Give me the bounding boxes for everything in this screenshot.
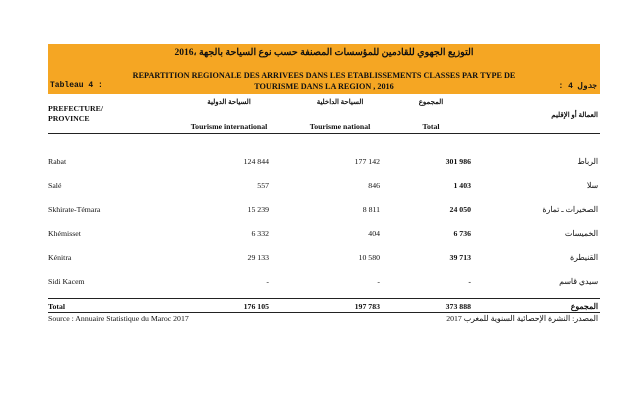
row-label-ar: الخميسات xyxy=(564,229,598,238)
row-label-ar: سلا xyxy=(586,181,598,190)
total-divider-bottom xyxy=(48,312,600,313)
header-prefecture-ar: العمالة أو الإقليم xyxy=(551,111,598,119)
header-divider xyxy=(48,133,600,134)
header-total-ar: المجموع xyxy=(418,98,444,106)
title-french-line2: TOURISME DANS LA REGION , 2016 xyxy=(254,82,394,91)
header-international-fr: Tourisme international xyxy=(190,122,268,131)
tableau-number-fr: Tableau 4 : xyxy=(50,81,103,90)
cell-international: 6 332 xyxy=(251,229,269,238)
cell-total: 1 403 xyxy=(453,181,471,190)
cell-national: 846 xyxy=(368,181,380,190)
cell-total: 301 986 xyxy=(445,157,471,166)
cell-total: 6 736 xyxy=(453,229,471,238)
header-national-fr: Tourisme national xyxy=(309,122,371,131)
source-ar: المصدر: النشرة الإحصائية السنوية للمغرب 2017 xyxy=(446,314,598,323)
row-label-fr: Salé xyxy=(48,181,62,190)
header-prefecture-fr-2: PROVINCE xyxy=(48,114,90,123)
cell-international: 29 133 xyxy=(247,253,269,262)
title-french-line1: REPARTITION REGIONALE DES ARRIVEES DANS LES ETABLISSEMENTS CLASSES PAR TYPE DE xyxy=(132,71,516,80)
row-label-fr: Skhirate-Témara xyxy=(48,205,101,214)
source-fr: Source : Annuaire Statistique du Maroc 2017 xyxy=(48,314,189,323)
row-label-ar: القنيطرة xyxy=(570,253,598,262)
total-divider-top xyxy=(48,298,600,299)
cell-total: 24 050 xyxy=(449,205,471,214)
total-international: 176 105 xyxy=(243,302,269,311)
cell-national: 10 580 xyxy=(358,253,380,262)
row-label-fr: Rabat xyxy=(48,157,67,166)
cell-total: 39 713 xyxy=(449,253,471,262)
cell-national: 8 811 xyxy=(362,205,380,214)
row-label-ar: سيدي قاسم xyxy=(559,277,598,286)
tableau-number-ar: جدول 4 : xyxy=(558,82,597,91)
total-label-ar: المجموع xyxy=(570,302,598,311)
cell-international: 124 844 xyxy=(243,157,269,166)
cell-national: 177 142 xyxy=(354,157,380,166)
cell-international: 15 239 xyxy=(247,205,269,214)
row-label-fr: Sidi Kacem xyxy=(48,277,85,286)
cell-national: 404 xyxy=(368,229,380,238)
row-label-fr: Khémisset xyxy=(48,229,81,238)
title-banner xyxy=(48,44,600,94)
total-total: 373 888 xyxy=(445,302,471,311)
cell-international: 557 xyxy=(257,181,269,190)
header-prefecture-fr-1: PREFECTURE/ xyxy=(48,104,104,113)
cell-national: - xyxy=(377,277,380,286)
header-international-ar: السياحة الدولية xyxy=(207,98,251,106)
cell-international: - xyxy=(266,277,269,286)
row-label-fr: Kénitra xyxy=(48,253,72,262)
title-arabic: التوزيع الجهوي للقادمين للمؤسسات المصنفة حسب نوع السياحة بالجهة ،2016 xyxy=(174,48,474,58)
row-label-ar: الصخيرات ـ تمارة xyxy=(542,205,598,214)
header-national-ar: السياحة الداخلية xyxy=(316,98,364,106)
header-total-fr: Total xyxy=(422,122,440,131)
cell-total: - xyxy=(468,277,471,286)
total-national: 197 783 xyxy=(354,302,380,311)
row-label-ar: الرباط xyxy=(577,157,598,166)
total-label-fr: Total xyxy=(48,302,66,311)
